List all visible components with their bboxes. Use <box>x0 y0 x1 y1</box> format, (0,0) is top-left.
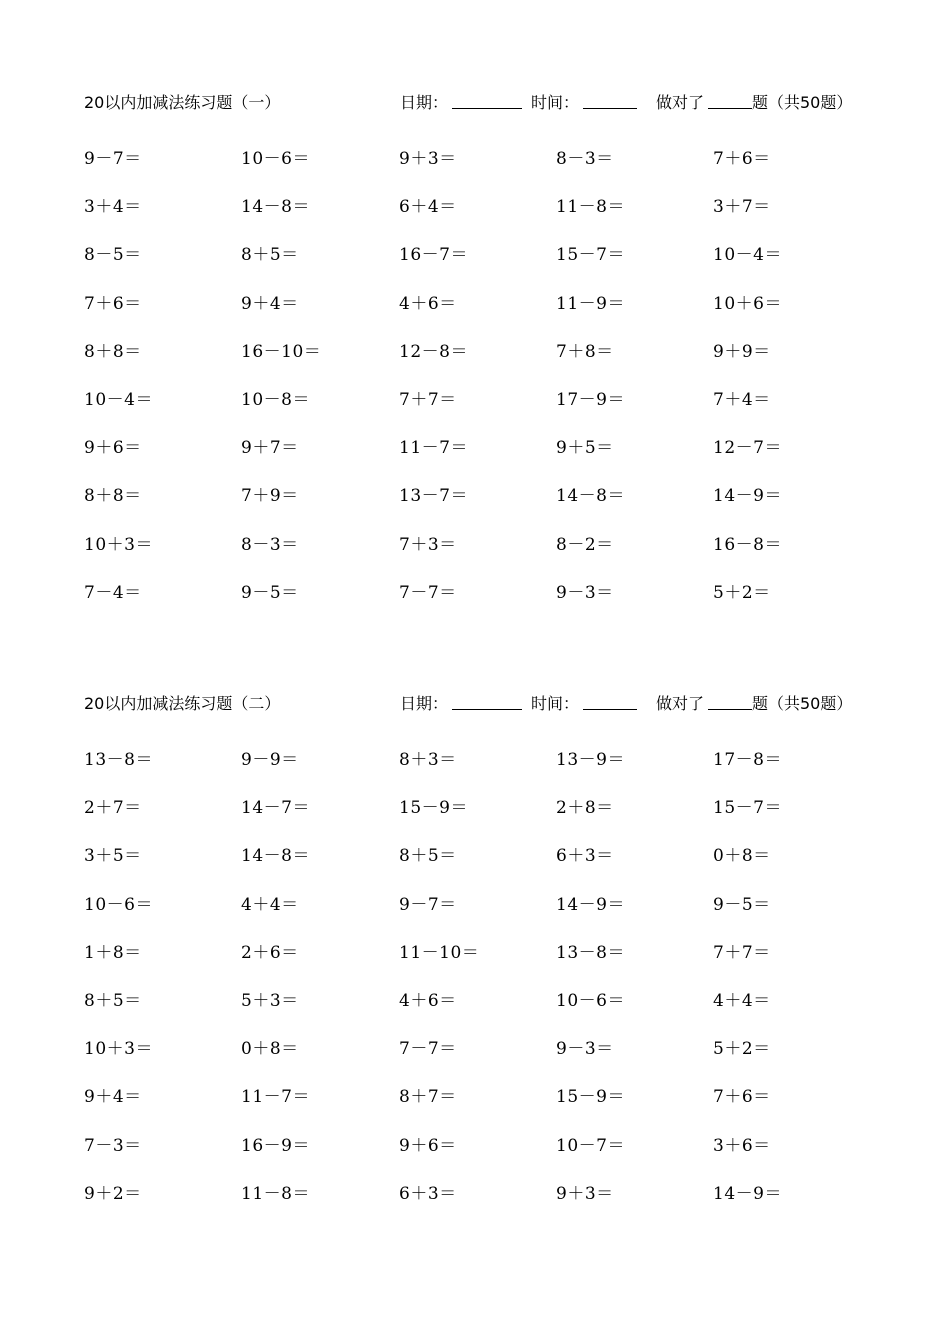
problem-grid <box>84 747 884 1229</box>
correct-count-label: 做对了 <box>656 93 705 112</box>
math-problem: 8＋7＝ <box>399 1087 457 1108</box>
math-problem: 16－8＝ <box>713 534 782 555</box>
math-problem: 1＋8＝ <box>84 942 142 963</box>
correct-count-label: 做对了 <box>656 694 705 713</box>
math-problem: 12－8＝ <box>399 341 468 362</box>
time-blank[interactable] <box>583 709 637 710</box>
math-problem: 7－7＝ <box>399 582 457 603</box>
math-problem: 10－6＝ <box>84 894 153 915</box>
math-problem: 9＋9＝ <box>713 341 771 362</box>
math-problem: 9＋6＝ <box>399 1135 457 1156</box>
math-problem: 7－7＝ <box>399 1039 457 1060</box>
math-problem: 8－3＝ <box>241 534 299 555</box>
math-problem: 2＋6＝ <box>241 942 299 963</box>
math-problem: 13－7＝ <box>399 486 468 507</box>
time-label: 时间： <box>531 93 580 112</box>
worksheet-2 <box>0 601 950 1204</box>
math-problem: 11－9＝ <box>556 293 625 314</box>
math-problem: 7＋4＝ <box>713 389 771 410</box>
math-problem: 12－7＝ <box>713 438 782 459</box>
math-problem: 6＋4＝ <box>399 197 457 218</box>
math-problem: 10－7＝ <box>556 1135 625 1156</box>
math-problem: 9－5＝ <box>241 582 299 603</box>
math-problem: 11－10＝ <box>399 942 480 963</box>
math-problem: 5＋2＝ <box>713 1039 771 1060</box>
math-problem: 11－7＝ <box>399 438 468 459</box>
math-problem: 4＋6＝ <box>399 990 457 1011</box>
math-problem: 9－7＝ <box>84 149 142 169</box>
math-problem: 7＋8＝ <box>556 341 614 362</box>
time-blank[interactable] <box>583 108 637 109</box>
math-problem: 16－7＝ <box>399 245 468 266</box>
math-problem: 9＋7＝ <box>241 438 299 459</box>
math-problem: 9－3＝ <box>556 582 614 603</box>
math-problem: 13－8＝ <box>84 750 153 770</box>
math-problem: 8－2＝ <box>556 534 614 555</box>
worksheet-title: 20以内加减法练习题（二） <box>84 694 281 713</box>
math-problem: 10－6＝ <box>241 149 310 169</box>
math-problem: 8－3＝ <box>556 149 614 169</box>
math-problem: 15－7＝ <box>713 798 782 819</box>
math-problem: 11－8＝ <box>241 1183 310 1204</box>
math-problem: 16－9＝ <box>241 1135 310 1156</box>
math-problem: 9＋6＝ <box>84 438 142 459</box>
correct-count-blank[interactable] <box>708 709 752 710</box>
math-problem: 10＋6＝ <box>713 293 782 314</box>
math-problem: 9＋4＝ <box>84 1087 142 1108</box>
math-problem: 15－9＝ <box>556 1087 625 1108</box>
math-problem: 9－9＝ <box>241 750 299 770</box>
math-problem: 7＋7＝ <box>713 942 771 963</box>
math-problem: 14－8＝ <box>556 486 625 507</box>
math-problem: 17－9＝ <box>556 389 625 410</box>
problem-grid <box>84 146 884 628</box>
math-problem: 2＋8＝ <box>556 798 614 819</box>
math-problem: 9＋5＝ <box>556 438 614 459</box>
math-problem: 14－9＝ <box>713 486 782 507</box>
math-problem: 7＋7＝ <box>399 389 457 410</box>
math-problem: 11－7＝ <box>241 1087 310 1108</box>
math-problem: 7＋6＝ <box>84 293 142 314</box>
math-problem: 8＋3＝ <box>399 750 457 770</box>
math-problem: 6＋3＝ <box>399 1183 457 1204</box>
math-problem: 9＋3＝ <box>399 149 457 169</box>
math-problem: 4＋6＝ <box>399 293 457 314</box>
math-problem: 4＋4＝ <box>241 894 299 915</box>
math-problem: 10－6＝ <box>556 990 625 1011</box>
math-problem: 15－7＝ <box>556 245 625 266</box>
math-problem: 14－9＝ <box>713 1183 782 1204</box>
math-problem: 14－7＝ <box>241 798 310 819</box>
math-problem: 8＋5＝ <box>399 846 457 867</box>
math-problem: 17－8＝ <box>713 750 782 770</box>
math-problem: 6＋3＝ <box>556 846 614 867</box>
math-problem: 8＋5＝ <box>84 990 142 1011</box>
math-problem: 9＋4＝ <box>241 293 299 314</box>
worksheet-1 <box>0 0 950 603</box>
math-problem: 10－4＝ <box>713 245 782 266</box>
math-problem: 13－9＝ <box>556 750 625 770</box>
time-label: 时间： <box>531 694 580 713</box>
math-problem: 8－5＝ <box>84 245 142 266</box>
math-problem: 5＋3＝ <box>241 990 299 1011</box>
worksheet-title: 20以内加减法练习题（一） <box>84 93 281 112</box>
date-blank[interactable] <box>452 709 522 710</box>
math-problem: 9＋3＝ <box>556 1183 614 1204</box>
date-blank[interactable] <box>452 108 522 109</box>
math-problem: 13－8＝ <box>556 942 625 963</box>
math-problem: 10－8＝ <box>241 389 310 410</box>
math-problem: 7＋6＝ <box>713 149 771 169</box>
math-problem: 8＋8＝ <box>84 486 142 507</box>
math-problem: 9＋2＝ <box>84 1183 142 1204</box>
math-problem: 9－7＝ <box>399 894 457 915</box>
math-problem: 4＋4＝ <box>713 990 771 1011</box>
math-problem: 7－4＝ <box>84 582 142 603</box>
math-problem: 3＋4＝ <box>84 197 142 218</box>
total-count-label: 题（共50题） <box>752 694 853 713</box>
math-problem: 0＋8＝ <box>713 846 771 867</box>
math-problem: 7－3＝ <box>84 1135 142 1156</box>
math-problem: 11－8＝ <box>556 197 625 218</box>
math-problem: 10＋3＝ <box>84 534 153 555</box>
date-label: 日期： <box>400 93 449 112</box>
math-problem: 10－4＝ <box>84 389 153 410</box>
math-problem: 3＋5＝ <box>84 846 142 867</box>
math-problem: 15－9＝ <box>399 798 468 819</box>
math-problem: 14－8＝ <box>241 197 310 218</box>
math-problem: 3＋6＝ <box>713 1135 771 1156</box>
math-problem: 3＋7＝ <box>713 197 771 218</box>
math-problem: 7＋6＝ <box>713 1087 771 1108</box>
math-problem: 10＋3＝ <box>84 1039 153 1060</box>
math-problem: 5＋2＝ <box>713 582 771 603</box>
math-problem: 14－8＝ <box>241 846 310 867</box>
math-problem: 9－5＝ <box>713 894 771 915</box>
math-problem: 0＋8＝ <box>241 1039 299 1060</box>
math-problem: 8＋5＝ <box>241 245 299 266</box>
math-problem: 16－10＝ <box>241 341 322 362</box>
math-problem: 2＋7＝ <box>84 798 142 819</box>
total-count-label: 题（共50题） <box>752 93 853 112</box>
math-problem: 7＋3＝ <box>399 534 457 555</box>
math-problem: 14－9＝ <box>556 894 625 915</box>
math-problem: 8＋8＝ <box>84 341 142 362</box>
correct-count-blank[interactable] <box>708 108 752 109</box>
math-problem: 7＋9＝ <box>241 486 299 507</box>
math-problem: 9－3＝ <box>556 1039 614 1060</box>
date-label: 日期： <box>400 694 449 713</box>
